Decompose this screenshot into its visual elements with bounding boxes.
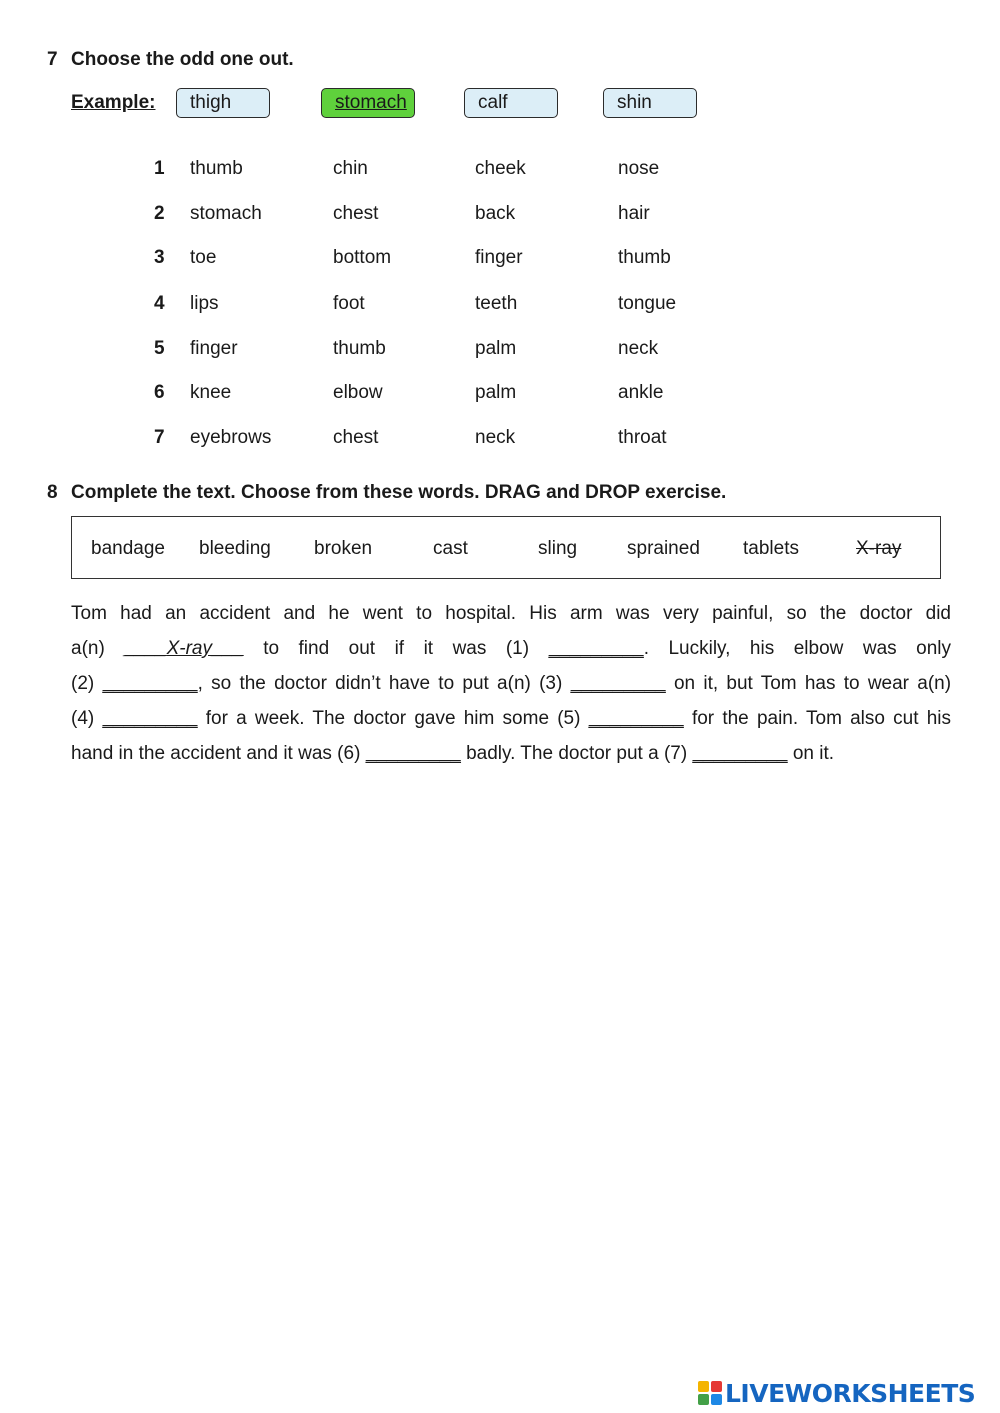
word-option[interactable]: chin — [333, 158, 368, 179]
word-option[interactable]: knee — [190, 382, 232, 403]
word-option[interactable]: eyebrows — [190, 427, 272, 448]
question-number: 6 — [154, 382, 165, 403]
word-option[interactable]: cheek — [475, 158, 526, 179]
question-number: 3 — [154, 247, 165, 268]
paragraph-text: on it, but Tom has to wear a(n) — [673, 673, 952, 694]
paragraph-text: for a week. The doctor gave him some (5) — [205, 708, 581, 729]
paragraph-line — [71, 596, 951, 631]
paragraph-text: a(n) — [71, 638, 105, 659]
example-label: Example: — [71, 92, 156, 113]
word-option[interactable]: toe — [190, 247, 217, 268]
paragraph-text: (4) — [71, 708, 95, 729]
word-bank-bandage[interactable]: bandage — [91, 538, 165, 559]
word-bank-tablets[interactable]: tablets — [743, 538, 799, 559]
blank-underscores: ___ — [211, 638, 244, 659]
liveworksheets-logo-text: LIVEWORKSHEETS — [725, 1378, 976, 1408]
word-option[interactable]: bottom — [333, 247, 392, 268]
paragraph-text: (2) — [71, 673, 95, 694]
word-option[interactable]: foot — [333, 293, 365, 314]
word-option[interactable]: thumb — [333, 338, 386, 359]
question-row-1 — [0, 158, 1000, 184]
word-option[interactable]: thumb — [190, 158, 243, 179]
example-answer: X-ray — [166, 638, 212, 659]
question-row-2 — [0, 203, 1000, 229]
paragraph-text: to find out if it was (1) — [263, 638, 530, 659]
example-option-stomach-selected[interactable]: stomach — [321, 88, 415, 118]
word-option[interactable]: back — [475, 203, 516, 224]
question-row-3 — [0, 247, 1000, 273]
paragraph-line — [71, 666, 951, 701]
word-option[interactable]: chest — [333, 203, 379, 224]
paragraph-text: on it. — [792, 743, 835, 764]
task-8-number: 8 — [47, 482, 58, 503]
word-option[interactable]: hair — [618, 203, 650, 224]
drop-blank-7[interactable]: _________ — [692, 743, 788, 764]
word-bank-sling[interactable]: sling — [538, 538, 578, 559]
task-7-instruction: Choose the odd one out. — [71, 49, 294, 70]
question-row-7 — [0, 427, 1000, 453]
word-option[interactable]: throat — [618, 427, 667, 448]
paragraph-line — [71, 631, 951, 666]
paragraph-line — [71, 701, 951, 736]
word-option[interactable]: neck — [618, 338, 659, 359]
question-number: 7 — [154, 427, 165, 448]
example-answer-blank — [124, 638, 243, 659]
word-bank-sprained[interactable]: sprained — [627, 538, 700, 559]
word-option[interactable]: stomach — [190, 203, 262, 224]
cloze-paragraph — [71, 596, 951, 771]
word-option[interactable]: nose — [618, 158, 660, 179]
word-option[interactable]: finger — [475, 247, 523, 268]
paragraph-text: hand in the accident and it was (6) — [71, 743, 361, 764]
task-7-number: 7 — [47, 49, 58, 70]
paragraph-text: Tom had an accident and he went to hospital. His arm was very painful, so the doctor did — [71, 603, 951, 624]
liveworksheets-logo-icon — [698, 1381, 722, 1405]
drop-blank-3[interactable]: _________ — [570, 673, 666, 694]
word-option[interactable]: finger — [190, 338, 238, 359]
paragraph-text: . Luckily, his elbow was only — [643, 638, 951, 659]
drop-blank-1[interactable]: _________ — [548, 638, 644, 659]
question-row-6 — [0, 382, 1000, 408]
word-bank-broken[interactable]: broken — [314, 538, 373, 559]
word-option[interactable]: teeth — [475, 293, 518, 314]
word-bank-bleeding[interactable]: bleeding — [199, 538, 271, 559]
paragraph-text: , so the doctor didn’t have to put a(n) (3) — [197, 673, 563, 694]
word-option[interactable]: thumb — [618, 247, 671, 268]
drop-blank-6[interactable]: _________ — [365, 743, 461, 764]
question-number: 1 — [154, 158, 165, 179]
question-row-4 — [0, 293, 1000, 319]
drop-blank-2[interactable]: _________ — [102, 673, 198, 694]
word-option[interactable]: lips — [190, 293, 219, 314]
example-option-shin[interactable]: shin — [603, 88, 697, 118]
question-number: 2 — [154, 203, 165, 224]
word-option[interactable]: elbow — [333, 382, 383, 403]
example-option-thigh[interactable]: thigh — [176, 88, 270, 118]
question-number: 4 — [154, 293, 165, 314]
word-option[interactable]: ankle — [618, 382, 664, 403]
drop-blank-5[interactable]: _________ — [588, 708, 684, 729]
liveworksheets-logo[interactable] — [698, 1378, 975, 1408]
word-option[interactable]: palm — [475, 338, 517, 359]
example-option-calf[interactable]: calf — [464, 88, 558, 118]
question-row-5 — [0, 338, 1000, 364]
word-bank-xray-used: X-ray — [856, 538, 902, 559]
paragraph-line — [71, 736, 951, 771]
paragraph-text: for the pain. Tom also cut his — [691, 708, 951, 729]
task-8-instruction: Complete the text. Choose from these words. DRAG and DROP exercise. — [71, 482, 727, 503]
word-bank-cast[interactable]: cast — [433, 538, 468, 559]
paragraph-text: badly. The doctor put a (7) — [466, 743, 688, 764]
drop-blank-4[interactable]: _________ — [102, 708, 198, 729]
question-number: 5 — [154, 338, 165, 359]
blank-underscores: ____ — [124, 638, 167, 659]
word-option[interactable]: neck — [475, 427, 516, 448]
word-option[interactable]: palm — [475, 382, 517, 403]
word-option[interactable]: tongue — [618, 293, 677, 314]
word-option[interactable]: chest — [333, 427, 379, 448]
